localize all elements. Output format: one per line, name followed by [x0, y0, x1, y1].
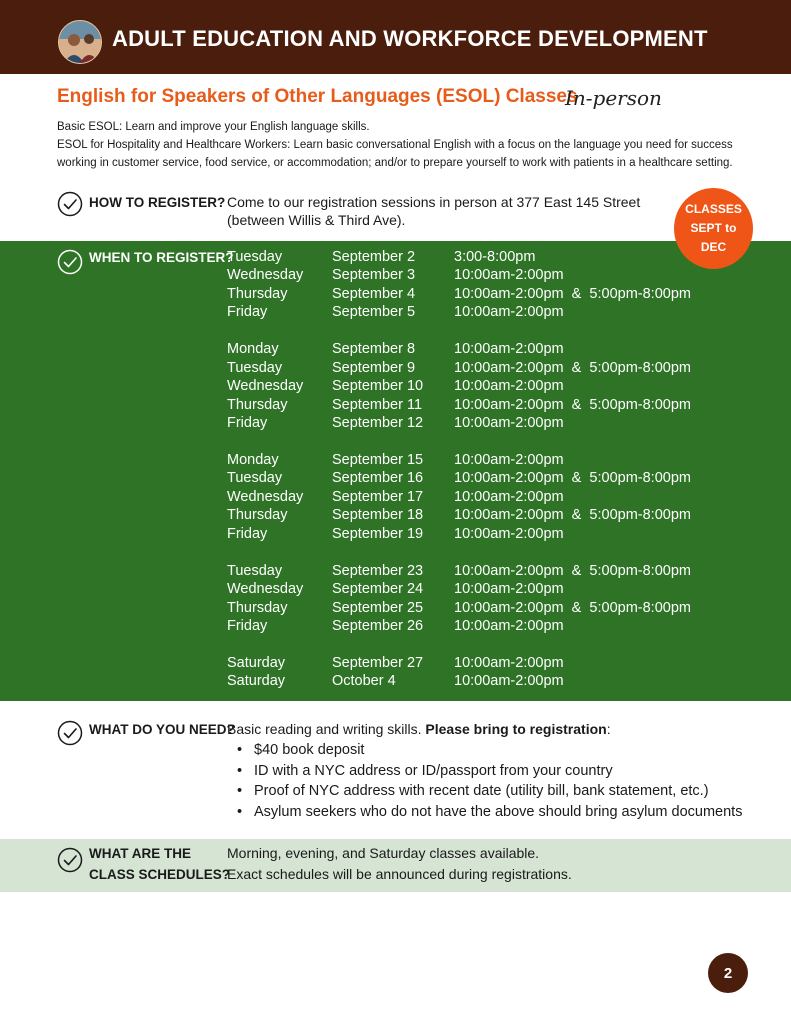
requirements-list	[237, 740, 742, 822]
list-item: • Asylum seekers who do not have the above should bring asylum documents	[237, 802, 742, 823]
schedule-day: Wednesday	[227, 581, 304, 598]
schedule-day: Thursday	[227, 396, 288, 413]
schedule-day: Tuesday	[227, 359, 283, 376]
schedule-time: 3:00-8:00pm	[454, 249, 536, 265]
schedule-date: September 24	[332, 581, 424, 598]
schedule-day: Friday	[227, 304, 268, 321]
schedule-time: 10:00am-2:00pm & 5:00pm-8:00pm	[454, 599, 691, 616]
schedule-time: 10:00am-2:00pm & 5:00pm-8:00pm	[454, 562, 691, 579]
schedule-time: 10:00am-2:00pm	[454, 525, 564, 542]
class-schedules-label-line-2: CLASS SCHEDULES?	[89, 867, 231, 882]
check-circle-icon	[57, 720, 83, 746]
schedule-day: Tuesday	[227, 249, 283, 265]
schedule-date: September 10	[332, 378, 424, 395]
schedule-time: 10:00am-2:00pm	[454, 378, 564, 395]
schedule-day: Tuesday	[227, 470, 283, 487]
schedule-day: Thursday	[227, 285, 288, 302]
badge-line-1: CLASSES	[685, 202, 742, 216]
schedule-date: September 3	[332, 267, 416, 284]
schedule-time: 10:00am-2:00pm	[454, 673, 564, 690]
schedule-day: Wednesday	[227, 488, 304, 505]
esol-desc-line-2: ESOL for Hospitality and Healthcare Workers: Learn basic conversational English with a focus on the language you need for success	[57, 139, 733, 151]
schedule-date: September 8	[332, 341, 416, 358]
schedule-date: September 19	[332, 525, 424, 542]
schedule-date: September 16	[332, 470, 424, 487]
list-item: • $40 book deposit	[237, 740, 742, 761]
need-intro-text: Basic reading and writing skills.	[227, 721, 426, 737]
schedule-day: Wednesday	[227, 378, 304, 395]
badge-line-2: SEPT to	[690, 221, 737, 235]
how-to-register-line-1: Come to our registration sessions in person at 377 East 145 Street	[227, 194, 641, 210]
schedule-day: Saturday	[227, 673, 286, 690]
schedule-day: Tuesday	[227, 562, 283, 579]
schedule-time: 10:00am-2:00pm & 5:00pm-8:00pm	[454, 359, 691, 376]
schedule-date: September 15	[332, 451, 424, 468]
when-to-register-label: WHEN TO REGISTER?	[89, 250, 234, 265]
schedule-date: September 17	[332, 488, 424, 505]
schedule-time: 10:00am-2:00pm	[454, 654, 564, 671]
schedule-day: Thursday	[227, 507, 288, 524]
schedule-day: Monday	[227, 341, 279, 358]
schedule-day: Monday	[227, 451, 279, 468]
schedule-time: 10:00am-2:00pm & 5:00pm-8:00pm	[454, 470, 691, 487]
schedule-date: September 9	[332, 359, 416, 376]
classes-badge	[674, 188, 753, 269]
esol-desc-line-1: Basic ESOL: Learn and improve your English language skills.	[57, 121, 370, 133]
schedule-time: 10:00am-2:00pm & 5:00pm-8:00pm	[454, 285, 691, 302]
check-circle-icon	[57, 847, 83, 873]
schedule-date: September 5	[332, 304, 416, 321]
schedule-date: September 18	[332, 507, 424, 524]
schedule-date: September 2	[332, 249, 416, 265]
schedule-time: 10:00am-2:00pm	[454, 341, 564, 358]
schedule-time: 10:00am-2:00pm & 5:00pm-8:00pm	[454, 507, 691, 524]
schedule-date: September 27	[332, 654, 424, 671]
schedule-day: Thursday	[227, 599, 288, 616]
schedule-day: Friday	[227, 525, 268, 542]
need-intro-end: :	[606, 721, 611, 737]
need-intro-bold: Please bring to registration	[425, 721, 607, 737]
schedule-time: 10:00am-2:00pm	[454, 451, 564, 468]
what-do-you-need-intro	[227, 721, 611, 737]
esol-title: English for Speakers of Other Languages (ESOL) Classes	[57, 86, 578, 107]
check-circle-icon	[57, 191, 83, 217]
list-item: • Proof of NYC address with recent date (utility bill, bank statement, etc.)	[237, 781, 742, 802]
schedule-time: 10:00am-2:00pm	[454, 581, 564, 598]
page-number: 2	[708, 953, 748, 993]
class-schedules-line-2: Exact schedules will be announced during registrations.	[227, 866, 572, 882]
page-header	[0, 0, 791, 74]
class-schedules-line-1: Morning, evening, and Saturday classes available.	[227, 845, 540, 861]
schedule-time: 10:00am-2:00pm	[454, 415, 564, 432]
schedule-day: Saturday	[227, 654, 286, 671]
schedule-time: 10:00am-2:00pm	[454, 304, 564, 321]
class-schedules-label-line-1: WHAT ARE THE	[89, 846, 191, 861]
schedule-time: 10:00am-2:00pm	[454, 488, 564, 505]
schedule-time: 10:00am-2:00pm	[454, 618, 564, 634]
esol-desc-line-3: working in customer service, food service, or accommodation; and/or to prepare yourself to work with patients in a healthcare setting.	[57, 157, 733, 169]
schedule-time: 10:00am-2:00pm	[454, 267, 564, 284]
schedule-day: Friday	[227, 415, 268, 432]
header-title: ADULT EDUCATION AND WORKFORCE DEVELOPMENT	[112, 26, 708, 51]
schedule-date: September 11	[332, 396, 423, 413]
list-item: • ID with a NYC address or ID/passport from your country	[237, 761, 742, 782]
schedule-date: October 4	[332, 673, 396, 690]
schedule-date: September 26	[332, 618, 424, 634]
schedule-day: Wednesday	[227, 267, 304, 284]
schedule-date: September 4	[332, 285, 416, 302]
in-person-tag: In-person	[565, 86, 662, 110]
how-to-register-line-2: (between Willis & Third Ave).	[227, 212, 406, 228]
schedule-date: September 25	[332, 599, 424, 616]
how-to-register-label: HOW TO REGISTER?	[89, 195, 226, 210]
what-do-you-need-label: WHAT DO YOU NEED?	[89, 722, 235, 737]
check-circle-icon	[57, 249, 83, 275]
schedule-date: September 12	[332, 415, 424, 432]
profile-photo	[58, 20, 102, 64]
schedule-day: Friday	[227, 618, 268, 634]
badge-line-3: DEC	[700, 240, 727, 254]
schedule-time: 10:00am-2:00pm & 5:00pm-8:00pm	[454, 396, 691, 413]
schedule-date: September 23	[332, 562, 424, 579]
